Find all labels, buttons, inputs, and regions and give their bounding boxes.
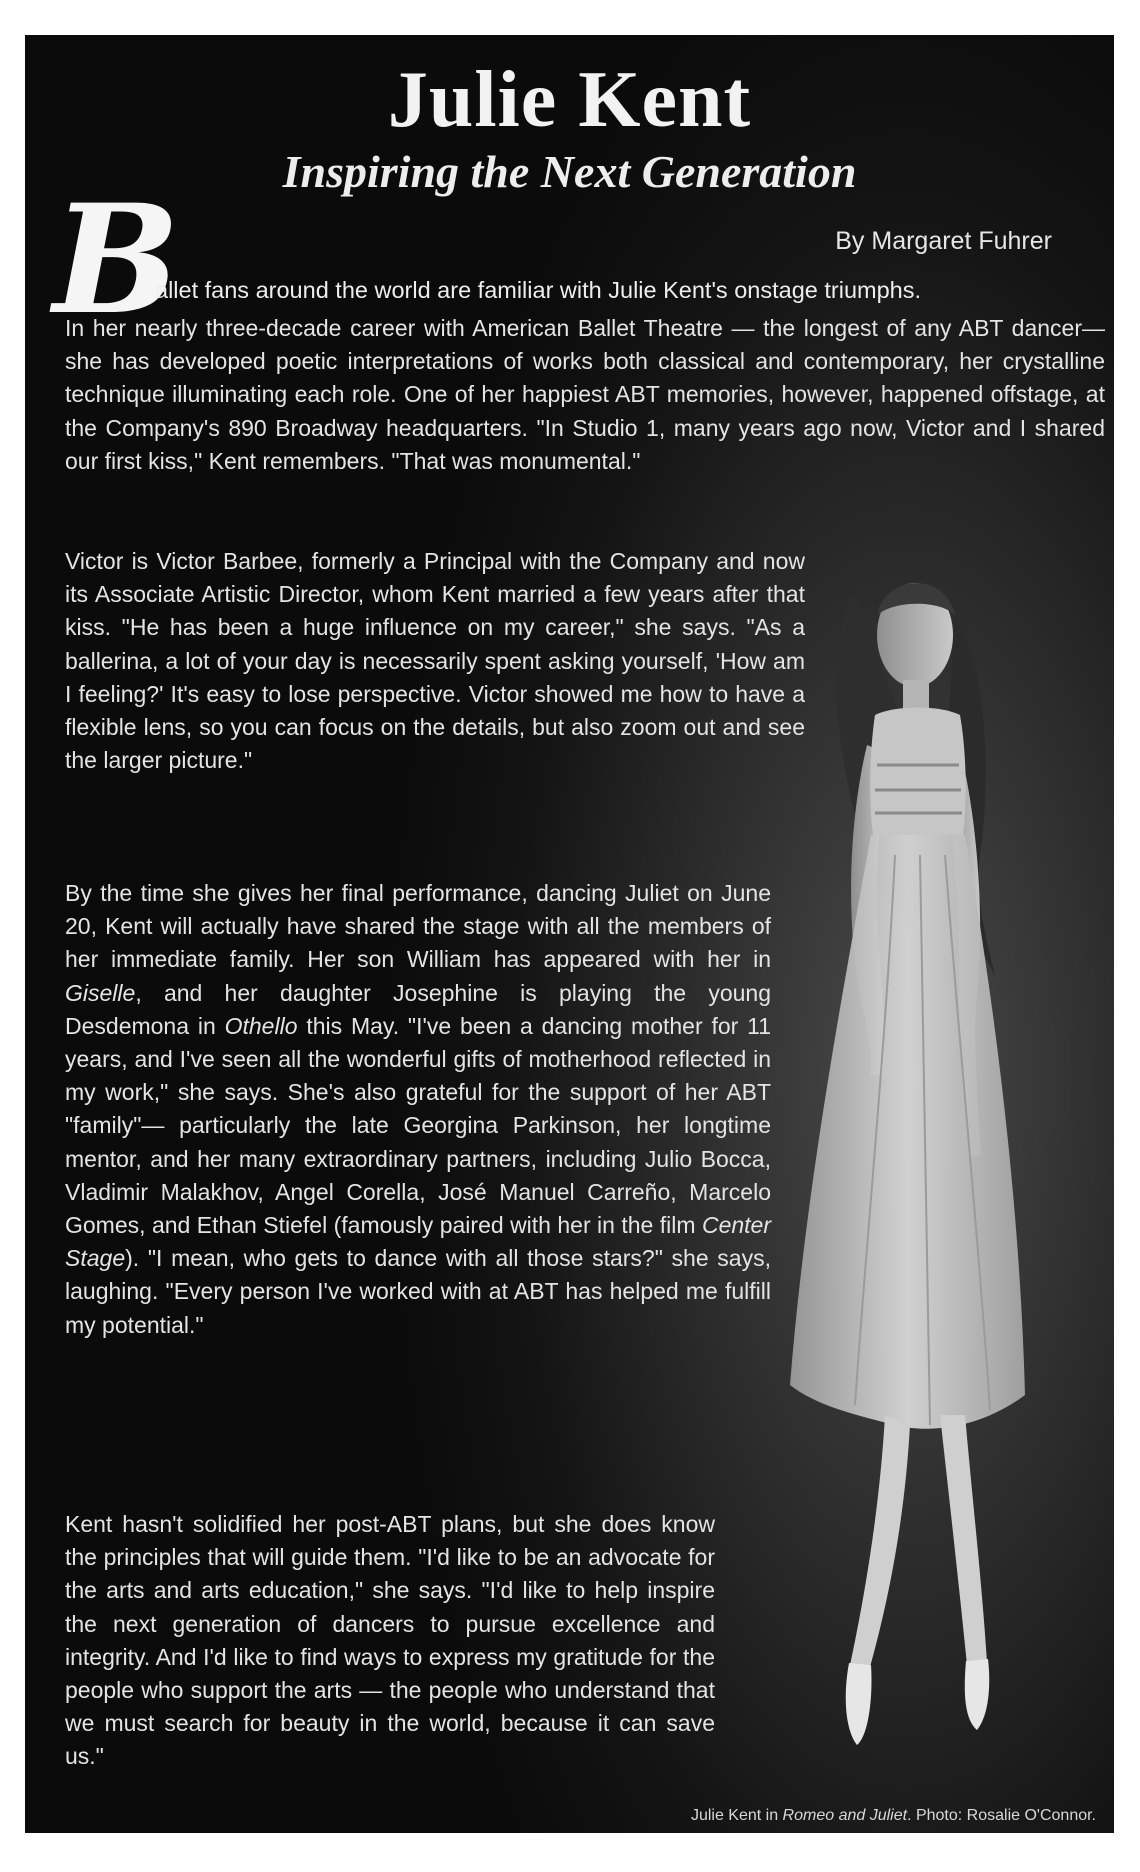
paragraph-3-text-a: By the time she gives her final performance, dancing Juliet on June 20, Kent will actually have shared the stage with all the members of her immediate family. Her son William has appeared with her in [65,880,771,973]
byline: By Margaret Fuhrer [835,227,1052,255]
article-title: Julie Kent [387,56,752,144]
work-title-othello: Othello [224,1012,298,1039]
drop-cap: B [53,172,180,348]
caption-text-a: Julie Kent in [690,1807,783,1824]
paragraph-4: Kent hasn't solidified her post-ABT plans, but she does know the principles that will guide them. "I'd like to be an advocate for the arts and arts education," she says. "I'd like to help inspire the next generation of dancers to pursue excellence and integrity. And I'd like to find ways to express my gratitude for the people who support the arts — the people who understand that we must search for beauty in the world, because it can save us." [65,1511,715,1770]
paragraph-3 [65,877,771,1342]
article-subtitle: Inspiring the Next Generation [282,146,857,197]
paragraph-3-text-c: this May. "I've been a dancing mother for 11 years, and I've seen all the wonderful gifts of motherhood reflected in my work," she says. She's also grateful for the support of her ABT "family"— particularly the late Georgina Parkinson, her longtime mentor, and her many extraordinary partners, including Julio Bocca, Vladimir Malakhov, Angel Corella, José Manuel Carreño, Marcelo Gomes, and Ethan Stiefel (famously paired with her in the film [65,1012,772,1239]
paragraph-1: In her nearly three-decade career with American Ballet Theatre — the longest of any ABT dancer—she has developed poetic interpretations of works both classical and contemporary, her crystalline technique illuminating each role. One of her happiest ABT memories, however, happened offstage, at the Company's 890 Broadway headquarters. "In Studio 1, many years ago now, Victor and I shared our first kiss," Kent remembers. "That was monumental." [65,315,1105,474]
article-page [25,35,1114,1833]
paragraph-3-text-b: , and her daughter Josephine is playing the young Desdemona in [65,979,771,1039]
caption-work-title: Romeo and Juliet [782,1807,908,1824]
film-title-center-stage: Center Stage [65,1212,771,1272]
paragraph-3-text-d: ). "I mean, who gets to dance with all those stars?" she says, laughing. "Every person I've worked with at ABT has helped me fulfill my potential." [65,1245,771,1338]
paragraph-1-first-line: allet fans around the world are familiar with Julie Kent's onstage triumphs. [155,277,922,303]
work-title-giselle: Giselle [65,979,136,1006]
photo-caption [691,1807,1096,1825]
paragraph-2: Victor is Victor Barbee, formerly a Principal with the Company and now its Associate Artistic Director, whom Kent married a few years after that kiss. "He has been a huge influence on my career," she says. "As a ballerina, a lot of your day is necessarily spent asking yourself, 'How am I feeling?' It's easy to lose perspective. Victor showed me how to have a flexible lens, so you can focus on the details, but also zoom out and see the larger picture." [65,548,805,774]
caption-text-b: . Photo: Rosalie O'Connor. [907,1807,1096,1824]
